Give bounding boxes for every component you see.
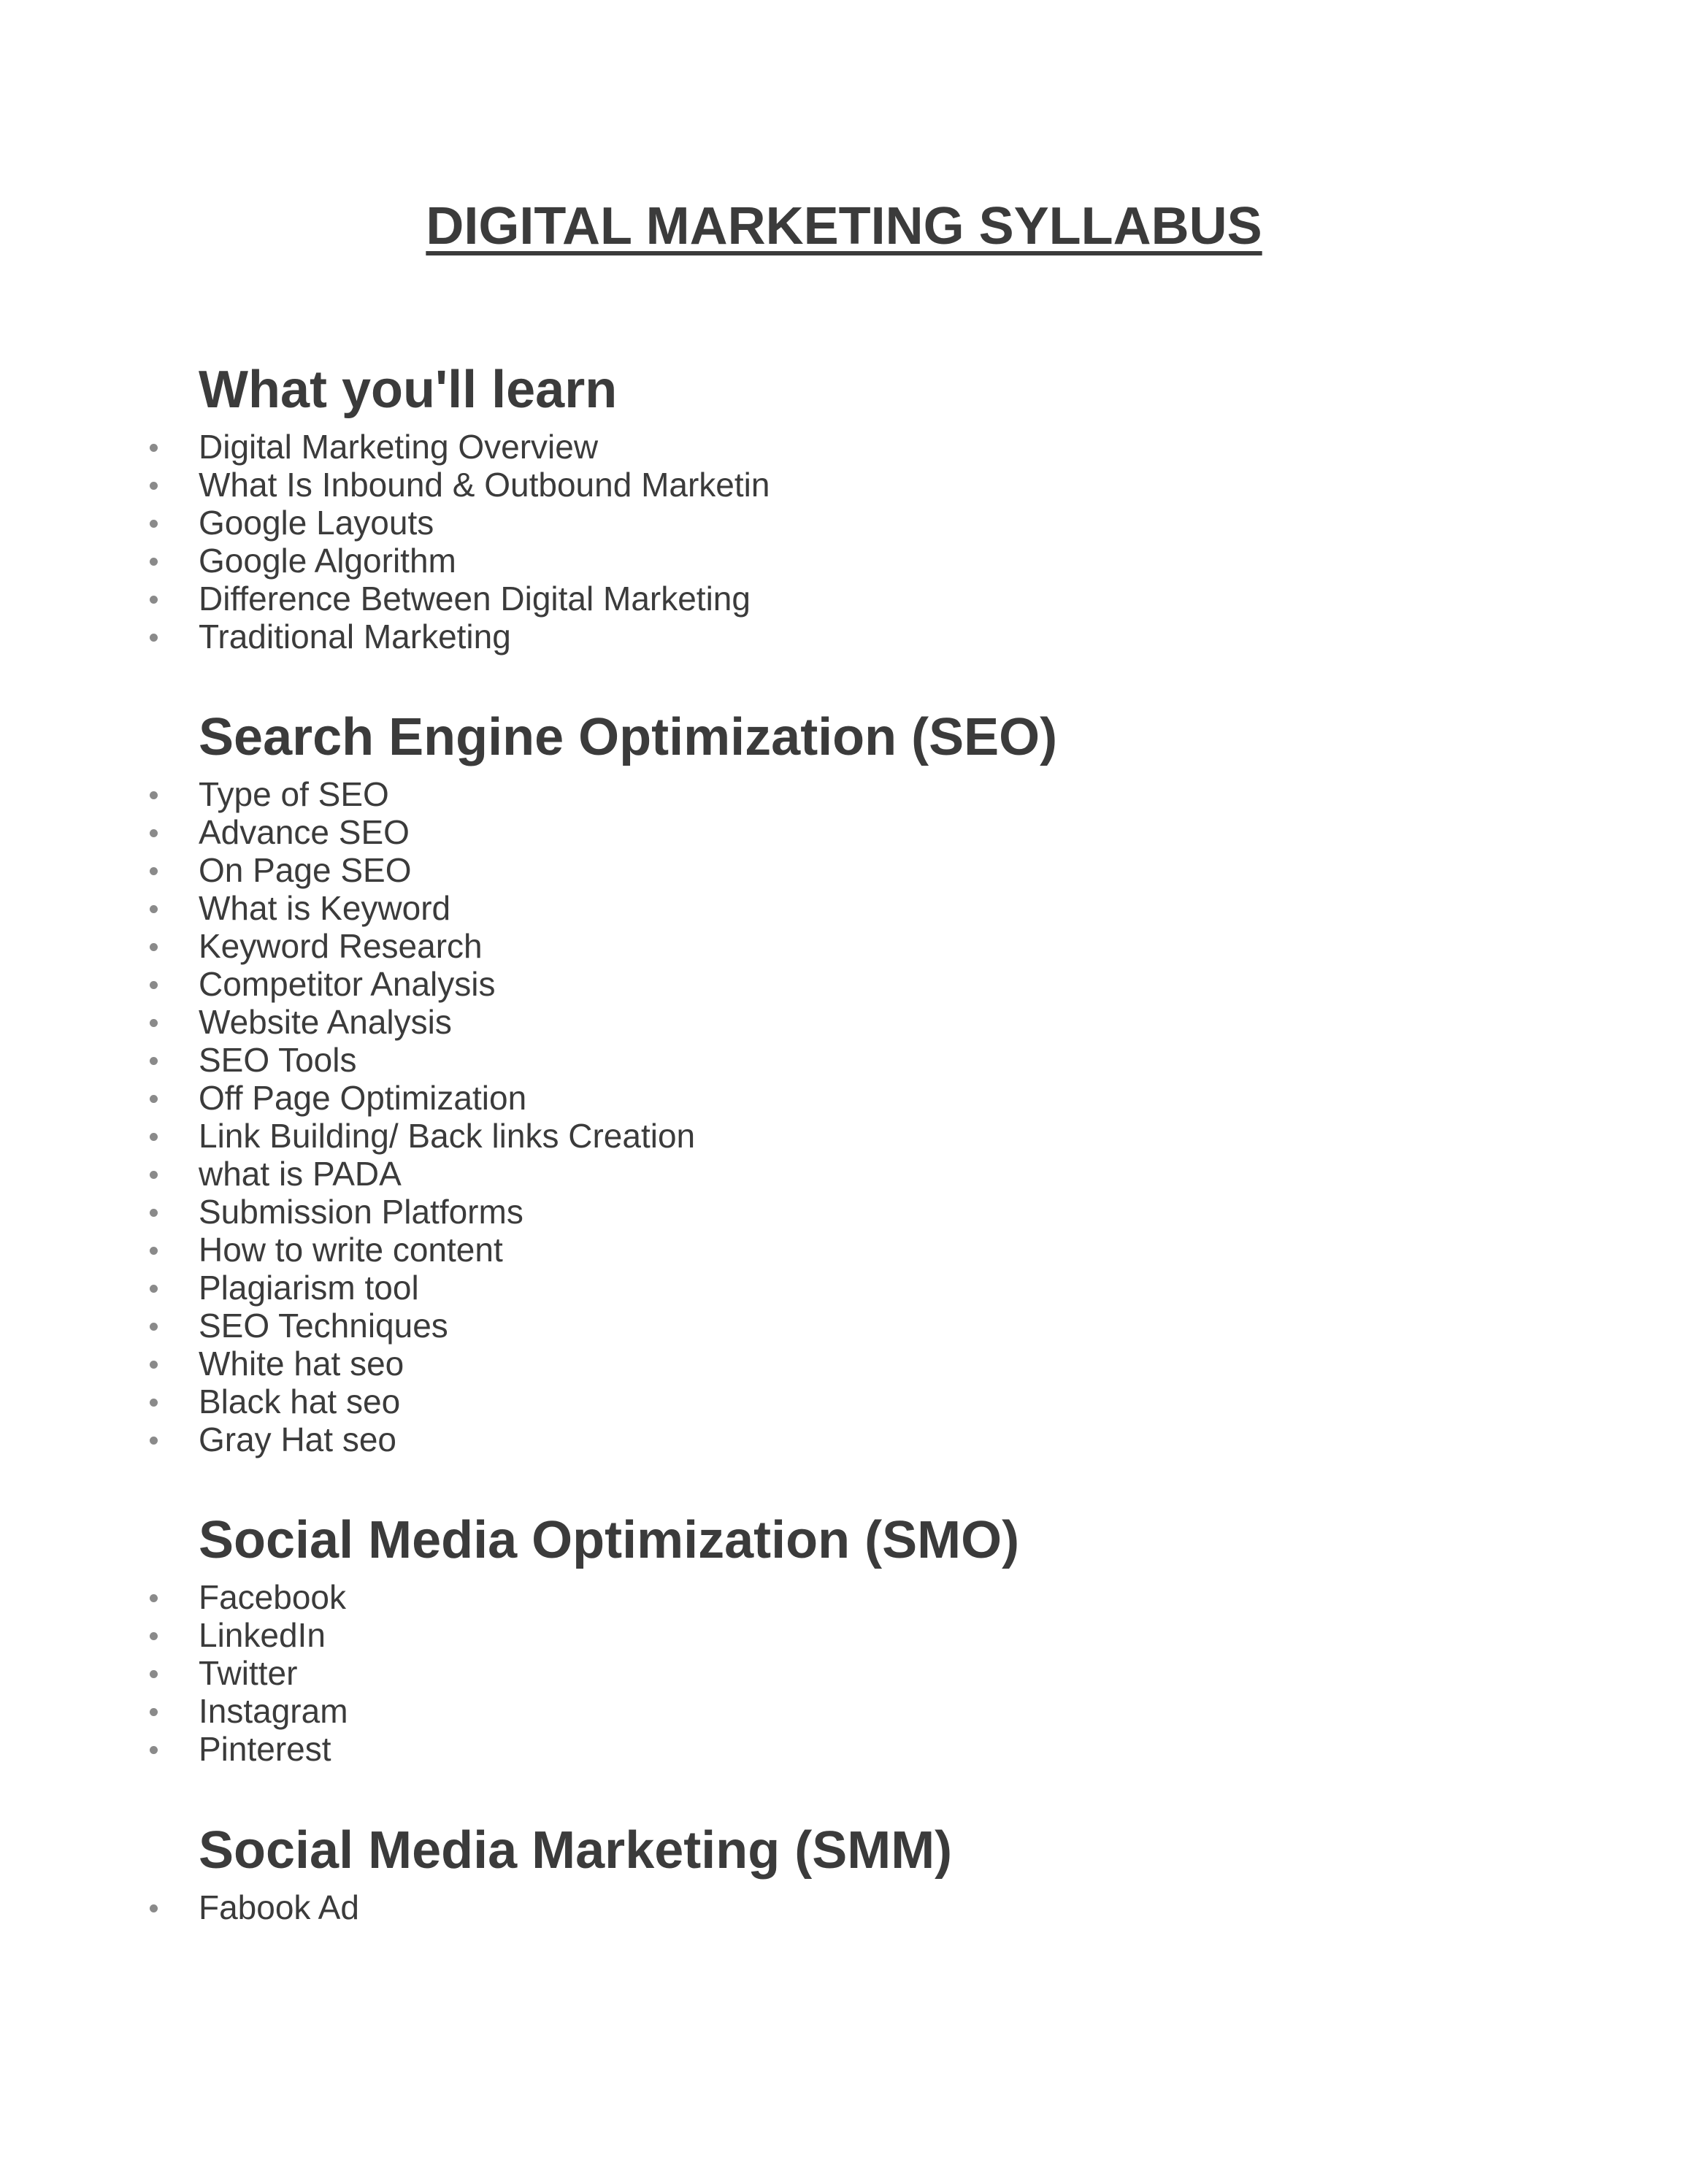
topic-list bbox=[0, 775, 1688, 1458]
list-item: Competitor Analysis bbox=[0, 965, 1688, 1003]
list-item: Website Analysis bbox=[0, 1003, 1688, 1041]
list-item: Traditional Marketing bbox=[0, 618, 1688, 655]
section-heading: Search Engine Optimization (SEO) bbox=[199, 708, 1058, 766]
list-item: Google Layouts bbox=[0, 504, 1688, 542]
list-item: White hat seo bbox=[0, 1345, 1688, 1383]
list-item: Pinterest bbox=[0, 1730, 1688, 1768]
document-title-text: DIGITAL MARKETING SYLLABUS bbox=[426, 197, 1262, 255]
list-item: Instagram bbox=[0, 1692, 1688, 1730]
list-item: Advance SEO bbox=[0, 813, 1688, 851]
topic-list bbox=[0, 428, 1688, 655]
list-item: Type of SEO bbox=[0, 775, 1688, 813]
section-what-youll-learn bbox=[0, 359, 1688, 655]
list-item: Gray Hat seo bbox=[0, 1420, 1688, 1458]
section-heading: Social Media Marketing (SMM) bbox=[199, 1821, 953, 1880]
list-item: Facebook bbox=[0, 1578, 1688, 1616]
list-item: SEO Techniques bbox=[0, 1307, 1688, 1345]
list-item: Twitter bbox=[0, 1654, 1688, 1692]
list-item: Digital Marketing Overview bbox=[0, 428, 1688, 466]
section-smo bbox=[0, 1510, 1688, 1768]
list-item: Submission Platforms bbox=[0, 1193, 1688, 1231]
list-item: Google Algorithm bbox=[0, 542, 1688, 580]
section-heading: Social Media Optimization (SMO) bbox=[199, 1511, 1020, 1569]
list-item: LinkedIn bbox=[0, 1616, 1688, 1654]
section-smm bbox=[0, 1820, 1688, 1926]
list-item: Keyword Research bbox=[0, 927, 1688, 965]
list-item: How to write content bbox=[0, 1231, 1688, 1269]
topic-list bbox=[0, 1578, 1688, 1768]
section-seo bbox=[0, 707, 1688, 1458]
list-item: Plagiarism tool bbox=[0, 1269, 1688, 1307]
list-item: What is Keyword bbox=[0, 889, 1688, 927]
list-item: Black hat seo bbox=[0, 1383, 1688, 1420]
list-item: What Is Inbound & Outbound Marketin bbox=[0, 466, 1688, 504]
list-item: Link Building/ Back links Creation bbox=[0, 1117, 1688, 1155]
list-item: SEO Tools bbox=[0, 1041, 1688, 1079]
list-item: On Page SEO bbox=[0, 851, 1688, 889]
list-item: Fabook Ad bbox=[0, 1888, 1688, 1926]
list-item: Off Page Optimization bbox=[0, 1079, 1688, 1117]
list-item: what is PADA bbox=[0, 1155, 1688, 1193]
document-title bbox=[0, 196, 1688, 257]
list-item: Difference Between Digital Marketing bbox=[0, 580, 1688, 618]
topic-list bbox=[0, 1888, 1688, 1926]
section-heading: What you'll learn bbox=[199, 361, 618, 419]
